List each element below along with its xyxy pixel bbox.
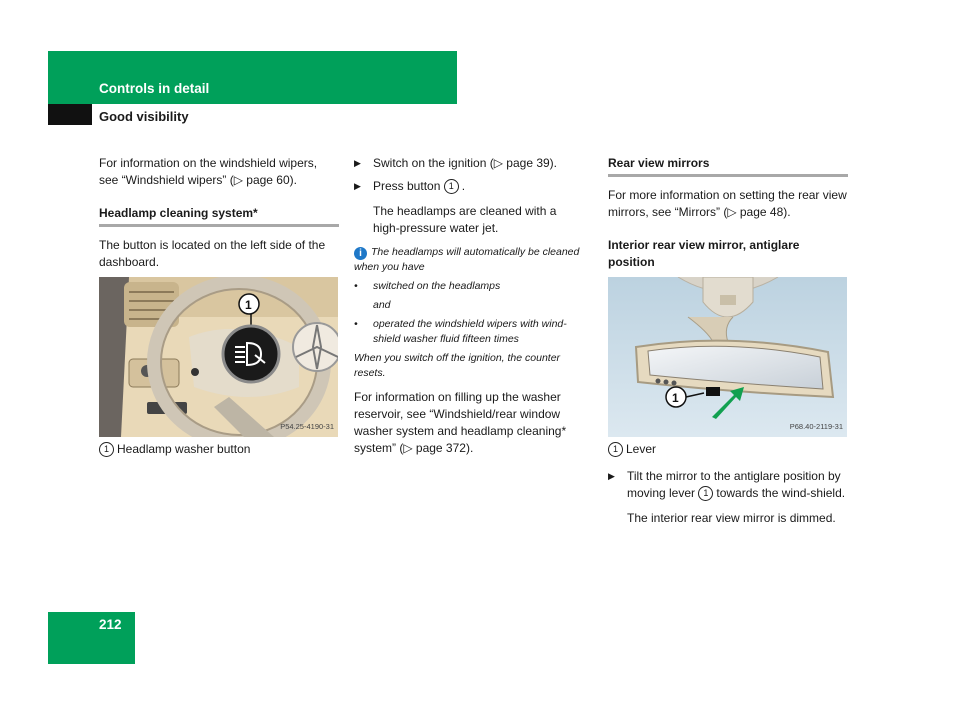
- figure-caption: [99, 441, 339, 458]
- callout-number: 1: [444, 179, 459, 194]
- interior-mirror-heading: Interior rear view mirror, antiglare position: [608, 238, 800, 269]
- step-result: The interior rear view mirror is dimmed.: [627, 511, 836, 525]
- page-number-box: [48, 612, 135, 664]
- figure-code: P68.40-2119-31: [789, 422, 843, 431]
- dashboard-illustration: [99, 277, 338, 437]
- step-end: .: [461, 179, 466, 193]
- step-result: The headlamps are cleaned with a high-pressure water jet.: [373, 204, 557, 235]
- callout-number: 1: [608, 442, 623, 457]
- step-tilt-mirror: [608, 468, 848, 502]
- step-text: Press button: [373, 179, 441, 193]
- headlamp-cleaning-heading: Headlamp cleaning system*: [99, 206, 258, 220]
- callout-number: 1: [99, 442, 114, 457]
- button-location-text: The button is located on the left side of the dashboard.: [99, 238, 326, 269]
- info-icon: i: [354, 247, 367, 260]
- step-press-button: [354, 178, 586, 195]
- heading-rule: [608, 174, 848, 177]
- bullet-text: operated the windshield wipers with wind-shield washer fluid fifteen times: [373, 318, 567, 345]
- section-marker: [48, 104, 92, 125]
- arrow-right-icon: ▶: [354, 158, 361, 168]
- dashboard-figure: [99, 277, 338, 437]
- callout-number: 1: [698, 486, 713, 501]
- mirror-illustration: [608, 277, 847, 437]
- figure-code: P54.25-4190-31: [280, 422, 334, 431]
- subsection-title: Good visibility: [99, 109, 189, 124]
- note-intro: The headlamps will automatically be cleaned when you have: [354, 246, 580, 273]
- arrow-right-icon: ▶: [354, 181, 361, 191]
- caption-text: Headlamp washer button: [117, 442, 251, 456]
- page-number: 212: [99, 617, 122, 632]
- column-1: [99, 155, 339, 458]
- bullet-text: switched on the headlamps: [373, 280, 501, 292]
- step-text: Switch on the ignition (▷ page 39).: [373, 156, 558, 170]
- washer-reference: For information on filling up the washer reservoir, see “Windshield/rear window washer system and headlamp cleaning* system” (▷ page 372).: [354, 390, 567, 455]
- caption-text: Lever: [626, 442, 657, 456]
- info-note: [354, 245, 586, 381]
- column-2: [354, 155, 586, 457]
- step-text: Tilt the mirror to the antiglare position by moving lever: [627, 469, 841, 500]
- step-ignition: [354, 155, 586, 172]
- svg-text:1: 1: [672, 391, 679, 405]
- svg-text:1: 1: [245, 298, 252, 312]
- figure-caption: [608, 441, 848, 458]
- section-title: Controls in detail: [99, 81, 210, 96]
- note-and: and: [373, 299, 391, 311]
- step-text-end: towards the wind-shield.: [716, 486, 846, 500]
- mirror-figure: [608, 277, 847, 437]
- column-3: [608, 155, 848, 535]
- note-bullet: • switched on the headlamps: [354, 280, 501, 292]
- mirrors-reference: For more information on setting the rear view mirrors, see “Mirrors” (▷ page 48).: [608, 188, 847, 219]
- rear-view-mirrors-heading: Rear view mirrors: [608, 156, 710, 170]
- heading-rule: [99, 224, 339, 227]
- wiper-reference: For information on the windshield wipers, see “Windshield wipers” (▷ page 60).: [99, 156, 318, 187]
- note-end: When you switch off the ignition, the counter resets.: [354, 352, 561, 379]
- arrow-right-icon: ▶: [608, 471, 615, 481]
- note-bullet: • operated the windshield wipers with wind-shield washer fluid fifteen times: [354, 318, 567, 345]
